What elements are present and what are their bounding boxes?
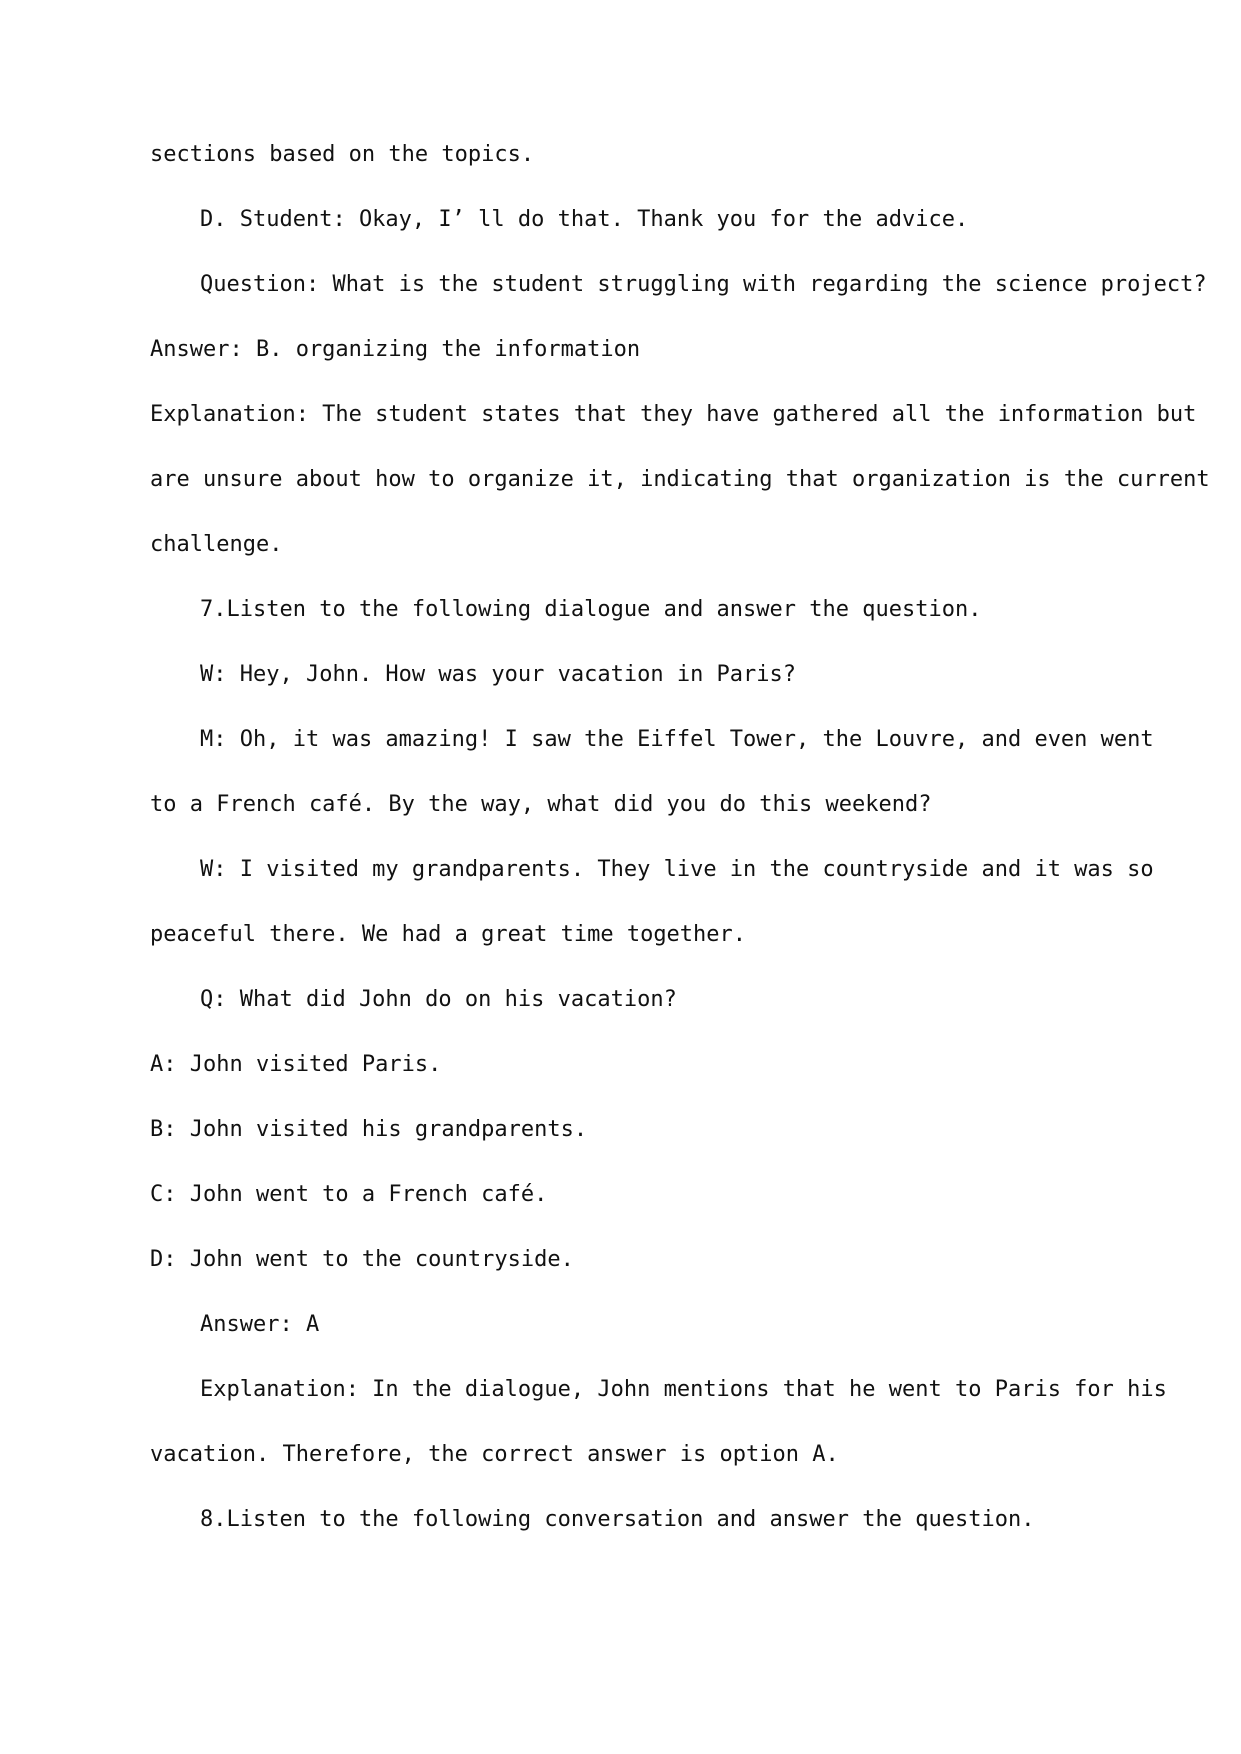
dialogue-line: to a French café. By the way, what did you do this weekend? xyxy=(150,792,932,817)
answer-option: B: John visited his grandparents. xyxy=(150,1117,588,1142)
question-line: Q: What did John do on his vacation? xyxy=(200,987,677,1012)
text-line: challenge. xyxy=(150,532,283,557)
question-heading: 8.Listen to the following conversation and answer the question. xyxy=(200,1507,1035,1532)
text-line: sections based on the topics. xyxy=(150,142,535,167)
answer-option: D: John went to the countryside. xyxy=(150,1247,574,1272)
answer-option: C: John went to a French café. xyxy=(150,1182,548,1207)
dialogue-line: peaceful there. We had a great time together. xyxy=(150,922,747,947)
text-line: Question: What is the student struggling with regarding the science project? xyxy=(200,272,1207,297)
dialogue-line: W: I visited my grandparents. They live in the countryside and it was so xyxy=(200,857,1154,882)
document-body xyxy=(150,140,1210,1570)
dialogue-line: W: Hey, John. How was your vacation in Paris? xyxy=(200,662,797,687)
explanation-line: vacation. Therefore, the correct answer is option A. xyxy=(150,1442,839,1467)
answer-line: Answer: A xyxy=(200,1312,320,1337)
text-line: Answer: B. organizing the information xyxy=(150,337,641,362)
text-line: D. Student: Okay, I’ ll do that. Thank you for the advice. xyxy=(200,207,969,232)
text-line: are unsure about how to organize it, indicating that organization is the current xyxy=(150,467,1210,492)
explanation-line: Explanation: In the dialogue, John mentions that he went to Paris for his xyxy=(200,1377,1167,1402)
text-line: Explanation: The student states that they have gathered all the information but xyxy=(150,402,1197,427)
dialogue-line: M: Oh, it was amazing! I saw the Eiffel Tower, the Louvre, and even went xyxy=(200,727,1154,752)
question-heading: 7.Listen to the following dialogue and answer the question. xyxy=(200,597,982,622)
answer-option: A: John visited Paris. xyxy=(150,1052,442,1077)
